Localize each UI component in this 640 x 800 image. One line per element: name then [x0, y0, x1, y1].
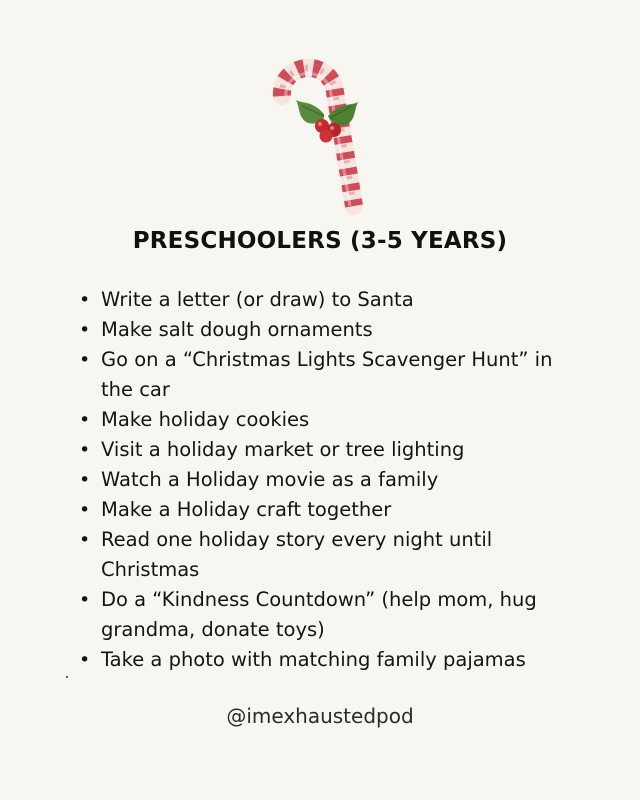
- social-handle: @imexhaustedpod: [226, 704, 414, 728]
- list-item: [78, 465, 578, 495]
- list-item: [78, 345, 578, 405]
- list-item-text: Make holiday cookies: [101, 408, 310, 431]
- list-item: [78, 645, 578, 675]
- stray-dot: [66, 676, 68, 678]
- list-item-text: Make a Holiday craft together: [101, 498, 392, 521]
- list-item: [78, 285, 578, 315]
- list-item: [78, 435, 578, 465]
- bullet-icon: •: [79, 289, 91, 311]
- bullet-icon: •: [79, 409, 91, 431]
- list-item-text: Do a “Kindness Countdown” (help mom, hug grandma, donate toys): [101, 588, 537, 641]
- list-item: [78, 405, 578, 435]
- list-item-text: Write a letter (or draw) to Santa: [101, 288, 414, 311]
- list-item: [78, 495, 578, 525]
- bullet-icon: •: [79, 469, 91, 491]
- bullet-icon: •: [79, 649, 91, 671]
- bullet-icon: •: [79, 529, 91, 551]
- list-item-text: Go on a “Christmas Lights Scavenger Hunt” in the car: [101, 348, 553, 401]
- bullet-icon: •: [79, 499, 91, 521]
- list-item-text: Visit a holiday market or tree lighting: [101, 438, 465, 461]
- bullet-icon: •: [79, 319, 91, 341]
- bullet-icon: •: [79, 439, 91, 461]
- list-item: [78, 525, 578, 585]
- list-item-text: Take a photo with matching family pajamas: [101, 648, 526, 671]
- list-item-text: Read one holiday story every night until Christmas: [101, 528, 493, 581]
- activity-list: [78, 285, 578, 675]
- bullet-icon: •: [79, 349, 91, 371]
- list-item: [78, 585, 578, 645]
- candy-cane-icon: [262, 56, 372, 226]
- list-item-text: Watch a Holiday movie as a family: [101, 468, 439, 491]
- list-item-text: Make salt dough ornaments: [101, 318, 373, 341]
- list-item: [78, 315, 578, 345]
- bullet-icon: •: [79, 589, 91, 611]
- page-title: PRESCHOOLERS (3-5 YEARS): [132, 228, 508, 254]
